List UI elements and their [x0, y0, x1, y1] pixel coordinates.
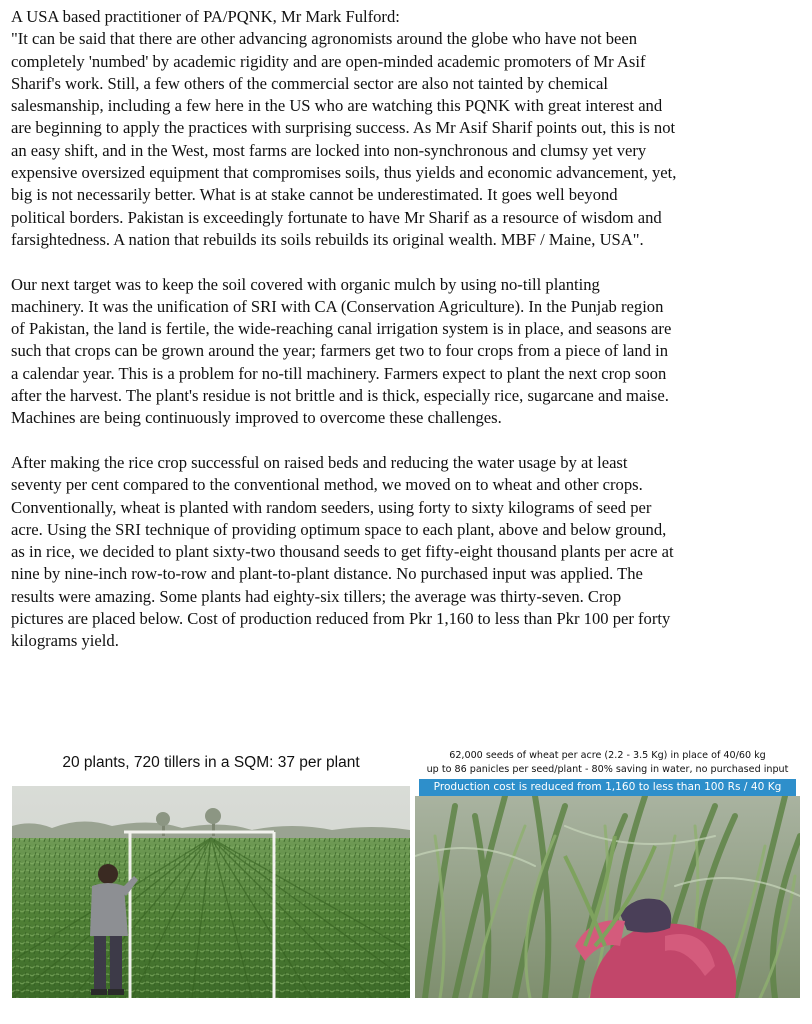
- text-line: are beginning to apply the practices with surprising success. As Mr Asif Sharif points out, this is not: [11, 118, 676, 138]
- text-line: Machines are being continuously improved to overcome these challenges.: [11, 408, 502, 428]
- figure-caption-right-line1: 62,000 seeds of wheat per acre (2.2 - 3.5 Kg) in place of 40/60 kg: [449, 750, 766, 761]
- text-line: big is not necessarily better. What is at stake cannot be underestimated. It goes well beyond: [11, 185, 618, 205]
- text-line: Sharif's work. Still, a few others of the commercial sector are also not tainted by chemical: [11, 73, 608, 93]
- text-line: salesmanship, including a few here in the US who are watching this PQNK with great interest and: [11, 96, 663, 116]
- text-line: political borders. Pakistan is exceedingly fortunate to have Mr Sharif as a resource of wisdom and: [11, 207, 662, 227]
- text-line: farsightedness. A nation that rebuilds its soils rebuilds its original wealth. MBF / Maine, USA".: [11, 229, 644, 249]
- figure-wheat-quadrat: [12, 748, 410, 998]
- wheat-closeup-photo: [415, 796, 800, 998]
- text-line: Conventionally, wheat is planted with random seeders, using forty to sixty kilograms of seed per: [11, 497, 652, 517]
- wheat-field-photo: [12, 786, 410, 998]
- text-line: of Pakistan, the land is fertile, the wide-reaching canal irrigation system is in place, and seasons are: [11, 319, 672, 339]
- paragraph-wheat: [11, 452, 799, 653]
- text-line: kilograms yield.: [11, 631, 119, 651]
- text-line: nine by nine-inch row-to-row and plant-to-plant distance. No purchased input was applied. The: [11, 564, 643, 584]
- text-line: A USA based practitioner of PA/PQNK, Mr Mark Fulford:: [11, 7, 400, 26]
- text-line: machinery. It was the unification of SRI with CA (Conservation Agriculture). In the Punjab region: [11, 296, 664, 316]
- figure-wheat-tillers: [415, 748, 800, 998]
- text-line: completely 'numbed' by academic rigidity and are open-minded academic promoters of Mr Asif: [11, 51, 646, 71]
- text-line: such that crops can be grown around the year; farmers get two to four crops from a piece of land in: [11, 341, 669, 361]
- text-line: results were amazing. Some plants had eighty-six tillers; the average was thirty-seven. Crop: [11, 586, 622, 606]
- text-line: Our next target was to keep the soil covered with organic mulch by using no-till planting: [11, 274, 600, 294]
- paragraph-no-till: [11, 274, 799, 430]
- text-line: as in rice, we decided to plant sixty-two thousand seeds to get fifty-eight thousand plants per acre at: [11, 542, 674, 562]
- figure-caption-right-line2: up to 86 panicles per seed/plant - 80% saving in water, no purchased input: [426, 764, 789, 775]
- text-line: seventy per cent compared to the conventional method, we moved on to wheat and other crops.: [11, 475, 643, 495]
- text-line: pictures are placed below. Cost of production reduced from Pkr 1,160 to less than Pkr 100 per forty: [11, 609, 671, 629]
- body-text: [11, 6, 799, 675]
- text-line: After making the rice crop successful on raised beds and reducing the water usage by at least: [11, 452, 628, 472]
- text-line: an easy shift, and in the West, most farms are locked into non-synchronous and clumsy yet very: [11, 140, 647, 160]
- paragraph-quote: [11, 6, 799, 251]
- figure-caption-left: 20 plants, 720 tillers in a SQM: 37 per plant: [62, 754, 360, 771]
- text-line: after the harvest. The plant's residue is not brittle and is thick, especially rice, sugarcane and maise.: [11, 386, 669, 406]
- text-line: expensive oversized equipment that compromises soils, thus yields and economic advancement, yet,: [11, 163, 677, 183]
- text-line: acre. Using the SRI technique of providing optimum space to each plant, above and below ground,: [11, 519, 667, 539]
- production-cost-banner: Production cost is reduced from 1,160 to less than 100 Rs / 40 Kg: [419, 779, 796, 796]
- text-line: a calendar year. This is a problem for no-till machinery. Farmers expect to plant the next crop soon: [11, 363, 667, 383]
- text-line: "It can be said that there are other advancing agronomists around the globe who have not been: [11, 29, 638, 49]
- figures-row: [12, 748, 800, 998]
